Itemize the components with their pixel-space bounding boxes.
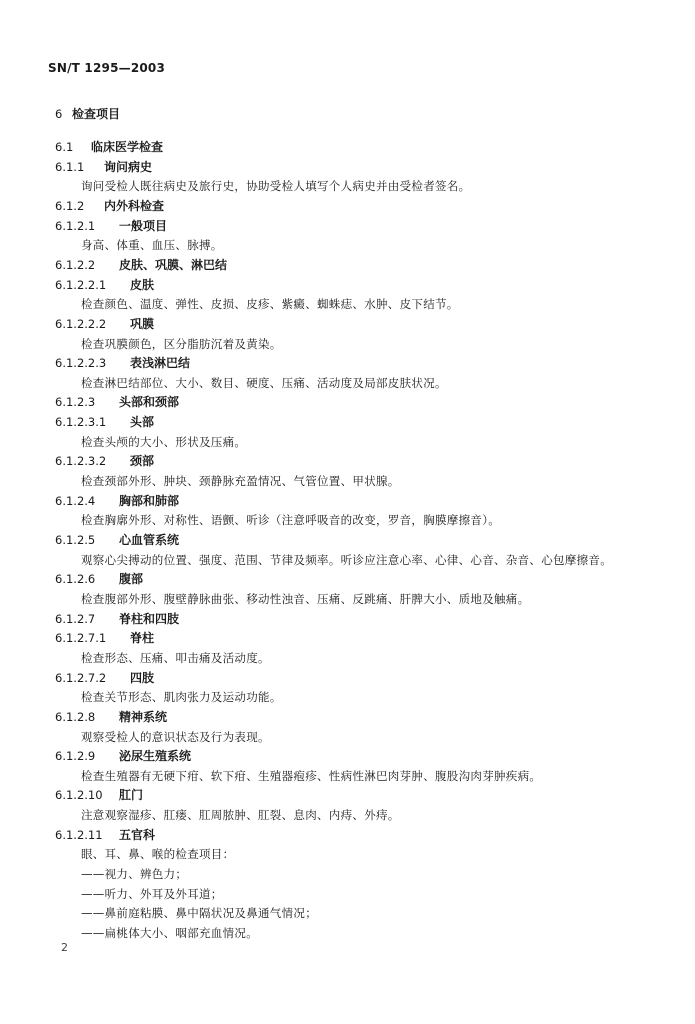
section-number: 6 bbox=[55, 107, 63, 121]
section-number: 6.1.2.2.3 bbox=[55, 356, 107, 371]
section-title: 五官科 bbox=[119, 827, 156, 842]
section-number: 6.1.2.3 bbox=[55, 395, 96, 410]
standard-code: SN/T 1295—2003 bbox=[48, 61, 166, 75]
section-title: 一般项目 bbox=[119, 218, 168, 233]
paragraph-text: 观察受检人的意识状态及行为表现。 bbox=[81, 729, 270, 744]
section-title: 表浅淋巴结 bbox=[130, 356, 191, 371]
paragraph-text: 检查颈部外形、肿块、颈静脉充盈情况、气管位置、甲状腺。 bbox=[81, 474, 400, 489]
section-title: 检查项目 bbox=[72, 107, 121, 121]
section-number: 6.1.2.2.2 bbox=[55, 316, 107, 331]
section-title: 巩膜 bbox=[130, 316, 155, 331]
section-number: 6.1.2.1 bbox=[55, 218, 96, 233]
section-number: 6.1.2.4 bbox=[55, 493, 96, 508]
paragraph-text: 身高、体重、血压、脉搏。 bbox=[81, 238, 223, 253]
paragraph-text: 检查腹部外形、腹壁静脉曲张、移动性浊音、压痛、反跳痛、肝脾大小、质地及触痛。 bbox=[81, 591, 530, 606]
paragraph-text: 检查胸廓外形、对称性、语颤、听诊（注意呼吸音的改变，罗音，胸膜摩擦音）。 bbox=[81, 513, 501, 528]
section-number: 6.1.2.2.1 bbox=[55, 277, 107, 292]
paragraph-text: ——扁桃体大小、咽部充血情况。 bbox=[81, 926, 258, 940]
paragraph-text: 检查颜色、温度、弹性、皮损、皮疹、紫癜、蜘蛛痣、水肿、皮下结节。 bbox=[81, 297, 459, 312]
paragraph-text: 观察心尖搏动的位置、强度、范围、节律及频率。听诊应注意心率、心律、心音、杂音、心包摩擦音。 bbox=[81, 552, 612, 567]
paragraph-text: 检查巩膜颜色，区分脂肪沉着及黄染。 bbox=[81, 336, 282, 351]
paragraph-text: 检查生殖器有无硬下疳、软下疳、生殖器疱疹、性病性淋巴肉芽肿、腹股沟肉芽肿疾病。 bbox=[81, 768, 542, 783]
paragraph-text: 眼、耳、鼻、喉的检查项目： bbox=[81, 847, 235, 862]
section-title: 腹部 bbox=[119, 572, 144, 587]
paragraph-text: ——视力、辨色力； bbox=[81, 867, 188, 882]
section-number: 6.1.2.5 bbox=[55, 533, 96, 547]
section-number: 6.1.2.11 bbox=[55, 827, 103, 842]
section-number: 6.1.2.6 bbox=[55, 572, 96, 587]
section-number: 6.1.2.9 bbox=[55, 749, 96, 764]
paragraph-text: 检查关节形态、肌肉张力及运动功能。 bbox=[81, 690, 282, 705]
paragraph-text: ——听力、外耳及外耳道； bbox=[81, 886, 223, 901]
paragraph-text: 检查淋巴结部位、大小、数目、硬度、压痛、活动度及局部皮肤状况。 bbox=[81, 375, 447, 390]
section-number: 6.1.2.8 bbox=[55, 709, 96, 724]
section-number: 6.1.2.7.2 bbox=[55, 670, 107, 685]
section-number: 6.1.2.3.2 bbox=[55, 454, 107, 469]
section-title: 询问病史 bbox=[104, 159, 153, 174]
section-number: 6.1.1 bbox=[55, 159, 85, 174]
paragraph-text: 注意观察湿疹、肛瘘、肛周脓肿、肛裂、息肉、内痔、外痔。 bbox=[81, 808, 400, 823]
section-title: 临床医学检查 bbox=[91, 140, 164, 154]
section-number: 6.1.2 bbox=[55, 198, 85, 213]
section-number: 6.1.2.7.1 bbox=[55, 631, 107, 646]
section-title: 心血管系统 bbox=[119, 533, 180, 547]
paragraph-text: 检查形态、压痛、叩击痛及活动度。 bbox=[81, 650, 270, 665]
section-title: 精神系统 bbox=[119, 709, 168, 724]
section-title: 内外科检查 bbox=[104, 198, 165, 213]
section-title: 四肢 bbox=[130, 670, 155, 685]
section-number: 6.1.2.2 bbox=[55, 257, 96, 272]
paragraph-text: ——鼻前庭粘膜、鼻中隔状况及鼻通气情况； bbox=[81, 906, 317, 921]
paragraph-text: 检查头颅的大小、形状及压痛。 bbox=[81, 434, 247, 449]
section-title: 脊柱 bbox=[130, 631, 155, 646]
section-number: 6.1.2.10 bbox=[55, 788, 103, 803]
section-title: 皮肤 bbox=[130, 277, 155, 292]
section-title: 胸部和肺部 bbox=[119, 493, 180, 508]
section-title: 皮肤、巩膜、淋巴结 bbox=[119, 257, 228, 272]
section-number: 6.1 bbox=[55, 140, 74, 154]
section-title: 颈部 bbox=[130, 454, 155, 469]
paragraph-text: 询问受检人既往病史及旅行史，协助受检人填写个人病史并由受检者签名。 bbox=[81, 179, 471, 194]
section-title: 肛门 bbox=[119, 788, 144, 803]
page-number: 2 bbox=[61, 941, 68, 954]
section-title: 头部和颈部 bbox=[119, 395, 180, 410]
section-title: 脊柱和四肢 bbox=[119, 611, 180, 626]
section-title: 头部 bbox=[130, 415, 155, 430]
section-number: 6.1.2.3.1 bbox=[55, 415, 107, 430]
section-title: 泌尿生殖系统 bbox=[119, 749, 192, 764]
section-number: 6.1.2.7 bbox=[55, 611, 96, 626]
